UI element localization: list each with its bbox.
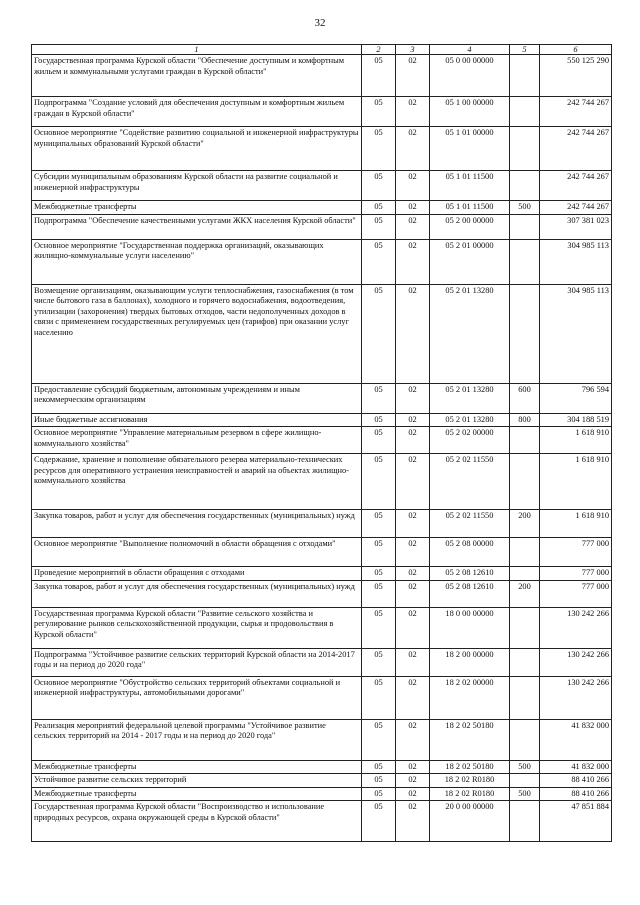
cell-podrazdel: 02 bbox=[396, 607, 430, 648]
column-header: 2 bbox=[362, 45, 396, 55]
cell-csr: 05 2 01 13280 bbox=[430, 383, 510, 413]
cell-vr bbox=[510, 567, 540, 581]
cell-sum: 242 744 267 bbox=[540, 201, 612, 215]
cell-podrazdel: 02 bbox=[396, 538, 430, 567]
cell-podrazdel: 02 bbox=[396, 719, 430, 760]
cell-sum: 550 125 290 bbox=[540, 55, 612, 97]
cell-sum: 88 410 266 bbox=[540, 774, 612, 788]
cell-csr: 05 2 08 12610 bbox=[430, 580, 510, 607]
cell-csr: 18 2 02 50180 bbox=[430, 719, 510, 760]
cell-sum: 41 832 000 bbox=[540, 760, 612, 774]
table-row bbox=[32, 774, 612, 788]
cell-razdel: 05 bbox=[362, 55, 396, 97]
cell-razdel: 05 bbox=[362, 383, 396, 413]
cell-csr: 05 2 02 00000 bbox=[430, 427, 510, 454]
cell-razdel: 05 bbox=[362, 214, 396, 239]
cell-razdel: 05 bbox=[362, 607, 396, 648]
cell-name: Закупка товаров, работ и услуг для обеспечения государственных (муниципальных) нужд bbox=[32, 580, 362, 607]
table-header-row bbox=[32, 45, 612, 55]
cell-podrazdel: 02 bbox=[396, 676, 430, 719]
cell-csr: 05 2 01 13280 bbox=[430, 284, 510, 383]
cell-vr bbox=[510, 648, 540, 676]
table-row bbox=[32, 719, 612, 760]
cell-sum: 796 594 bbox=[540, 383, 612, 413]
cell-razdel: 05 bbox=[362, 774, 396, 788]
cell-sum: 307 381 023 bbox=[540, 214, 612, 239]
cell-podrazdel: 02 bbox=[396, 427, 430, 454]
cell-csr: 05 0 00 00000 bbox=[430, 55, 510, 97]
column-header: 1 bbox=[32, 45, 362, 55]
cell-name: Межбюджетные трансферты bbox=[32, 787, 362, 801]
table-row bbox=[32, 127, 612, 171]
cell-name: Межбюджетные трансферты bbox=[32, 201, 362, 215]
cell-vr bbox=[510, 607, 540, 648]
cell-name: Межбюджетные трансферты bbox=[32, 760, 362, 774]
cell-csr: 18 2 02 50180 bbox=[430, 760, 510, 774]
cell-vr bbox=[510, 55, 540, 97]
cell-razdel: 05 bbox=[362, 413, 396, 427]
cell-vr bbox=[510, 427, 540, 454]
cell-podrazdel: 02 bbox=[396, 787, 430, 801]
budget-table bbox=[31, 44, 612, 842]
table-row bbox=[32, 413, 612, 427]
cell-vr bbox=[510, 97, 540, 127]
cell-name: Основное мероприятие "Управление материальным резервом в сфере жилищно-коммунального хозяйства" bbox=[32, 427, 362, 454]
cell-sum: 1 618 910 bbox=[540, 454, 612, 510]
cell-name: Подпрограмма "Устойчивое развитие сельских территорий Курской области на 2014-2017 годы и на период до 2020 года" bbox=[32, 648, 362, 676]
cell-podrazdel: 02 bbox=[396, 580, 430, 607]
table-row bbox=[32, 383, 612, 413]
table-row bbox=[32, 760, 612, 774]
cell-csr: 05 2 01 13280 bbox=[430, 413, 510, 427]
cell-sum: 304 985 113 bbox=[540, 284, 612, 383]
cell-vr bbox=[510, 284, 540, 383]
cell-sum: 47 851 884 bbox=[540, 801, 612, 842]
cell-name: Государственная программа Курской области "Воспроизводство и использование природных ресурсов, охрана окружающей среды в Курской области" bbox=[32, 801, 362, 842]
cell-sum: 130 242 266 bbox=[540, 648, 612, 676]
cell-vr: 200 bbox=[510, 510, 540, 538]
cell-razdel: 05 bbox=[362, 171, 396, 201]
table-row bbox=[32, 55, 612, 97]
column-header: 6 bbox=[540, 45, 612, 55]
cell-sum: 304 188 519 bbox=[540, 413, 612, 427]
cell-csr: 18 2 02 R0180 bbox=[430, 774, 510, 788]
cell-razdel: 05 bbox=[362, 801, 396, 842]
cell-csr: 05 1 01 11500 bbox=[430, 201, 510, 215]
table-row bbox=[32, 97, 612, 127]
table-row bbox=[32, 214, 612, 239]
cell-razdel: 05 bbox=[362, 510, 396, 538]
cell-podrazdel: 02 bbox=[396, 801, 430, 842]
cell-razdel: 05 bbox=[362, 648, 396, 676]
cell-name: Основное мероприятие "Содействие развитию социальной и инженерной инфраструктуры муниципальных образований Курской области" bbox=[32, 127, 362, 171]
cell-vr bbox=[510, 801, 540, 842]
page-number: 32 bbox=[314, 17, 326, 29]
cell-csr: 05 2 01 00000 bbox=[430, 239, 510, 284]
cell-csr: 05 2 08 12610 bbox=[430, 567, 510, 581]
cell-csr: 05 2 00 00000 bbox=[430, 214, 510, 239]
cell-vr bbox=[510, 719, 540, 760]
cell-vr: 500 bbox=[510, 201, 540, 215]
table-row bbox=[32, 538, 612, 567]
cell-sum: 41 832 000 bbox=[540, 719, 612, 760]
cell-name: Подпрограмма "Обеспечение качественными услугами ЖКХ населения Курской области" bbox=[32, 214, 362, 239]
cell-vr bbox=[510, 127, 540, 171]
cell-name: Закупка товаров, работ и услуг для обеспечения государственных (муниципальных) нужд bbox=[32, 510, 362, 538]
cell-razdel: 05 bbox=[362, 676, 396, 719]
cell-podrazdel: 02 bbox=[396, 201, 430, 215]
cell-csr: 18 2 02 R0180 bbox=[430, 787, 510, 801]
table-row bbox=[32, 607, 612, 648]
cell-vr bbox=[510, 774, 540, 788]
cell-podrazdel: 02 bbox=[396, 454, 430, 510]
cell-csr: 05 1 01 00000 bbox=[430, 127, 510, 171]
cell-razdel: 05 bbox=[362, 760, 396, 774]
cell-sum: 777 000 bbox=[540, 538, 612, 567]
cell-sum: 88 410 266 bbox=[540, 787, 612, 801]
cell-podrazdel: 02 bbox=[396, 383, 430, 413]
cell-vr: 500 bbox=[510, 760, 540, 774]
table-row bbox=[32, 648, 612, 676]
cell-vr bbox=[510, 171, 540, 201]
table-row bbox=[32, 787, 612, 801]
cell-podrazdel: 02 bbox=[396, 214, 430, 239]
cell-name: Основное мероприятие "Государственная поддержка организаций, оказывающих жилищно-коммунальные услуги населению" bbox=[32, 239, 362, 284]
cell-csr: 05 2 02 11550 bbox=[430, 454, 510, 510]
table-row bbox=[32, 567, 612, 581]
cell-podrazdel: 02 bbox=[396, 171, 430, 201]
cell-razdel: 05 bbox=[362, 567, 396, 581]
cell-razdel: 05 bbox=[362, 454, 396, 510]
cell-podrazdel: 02 bbox=[396, 774, 430, 788]
cell-vr bbox=[510, 454, 540, 510]
cell-podrazdel: 02 bbox=[396, 284, 430, 383]
cell-csr: 05 2 08 00000 bbox=[430, 538, 510, 567]
table-row bbox=[32, 676, 612, 719]
cell-podrazdel: 02 bbox=[396, 648, 430, 676]
cell-vr bbox=[510, 239, 540, 284]
cell-name: Содержание, хранение и пополнение обязательного резерва материально-технических ресурсов для оперативного устранения неисправностей и аварий на объектах жилищно-коммунального хозяйства bbox=[32, 454, 362, 510]
cell-razdel: 05 bbox=[362, 239, 396, 284]
cell-podrazdel: 02 bbox=[396, 127, 430, 171]
cell-vr: 500 bbox=[510, 787, 540, 801]
cell-razdel: 05 bbox=[362, 538, 396, 567]
cell-podrazdel: 02 bbox=[396, 239, 430, 284]
cell-sum: 130 242 266 bbox=[540, 676, 612, 719]
table-row bbox=[32, 239, 612, 284]
cell-name: Подпрограмма "Создание условий для обеспечения доступным и комфортным жильем граждан в Курской области" bbox=[32, 97, 362, 127]
cell-name: Основное мероприятие "Выполнение полномочий в области обращения с отходами" bbox=[32, 538, 362, 567]
cell-sum: 1 618 910 bbox=[540, 510, 612, 538]
cell-podrazdel: 02 bbox=[396, 413, 430, 427]
cell-sum: 242 744 267 bbox=[540, 171, 612, 201]
cell-razdel: 05 bbox=[362, 580, 396, 607]
cell-vr bbox=[510, 214, 540, 239]
cell-podrazdel: 02 bbox=[396, 510, 430, 538]
cell-csr: 05 1 00 00000 bbox=[430, 97, 510, 127]
cell-name: Предоставление субсидий бюджетным, автономным учреждениям и иным некоммерческим организациям bbox=[32, 383, 362, 413]
cell-csr: 18 0 00 00000 bbox=[430, 607, 510, 648]
cell-csr: 20 0 00 00000 bbox=[430, 801, 510, 842]
cell-razdel: 05 bbox=[362, 284, 396, 383]
table-row bbox=[32, 171, 612, 201]
cell-podrazdel: 02 bbox=[396, 760, 430, 774]
cell-name: Государственная программа Курской области "Обеспечение доступным и комфортным жильем и коммунальными услугами граждан в Курской области" bbox=[32, 55, 362, 97]
column-header: 5 bbox=[510, 45, 540, 55]
cell-razdel: 05 bbox=[362, 719, 396, 760]
cell-podrazdel: 02 bbox=[396, 567, 430, 581]
table-row bbox=[32, 454, 612, 510]
cell-vr: 200 bbox=[510, 580, 540, 607]
table-row bbox=[32, 284, 612, 383]
cell-razdel: 05 bbox=[362, 127, 396, 171]
cell-name: Государственная программа Курской области "Развитие сельского хозяйства и регулирование рынков сельскохозяйственной продукции, сырья и продовольствия в Курской области" bbox=[32, 607, 362, 648]
cell-sum: 1 618 910 bbox=[540, 427, 612, 454]
cell-razdel: 05 bbox=[362, 787, 396, 801]
column-header: 4 bbox=[430, 45, 510, 55]
cell-name: Основное мероприятие "Обустройство сельских территорий объектами социальной и инженерной инфраструктуры, автомобильными дорогами" bbox=[32, 676, 362, 719]
cell-name: Реализация мероприятий федеральной целевой программы "Устойчивое развитие сельских территорий на 2014 - 2017 годы и на период до 2020 года" bbox=[32, 719, 362, 760]
cell-name: Возмещение организациям, оказывающим услуги теплоснабжения, газоснабжения (в том числе бытового газа в баллонах), холодного и горячего водоснабжения, водоотведения, утилизации (захоронения) твердых бытовых отходов, части недополученных доходов в связи с применением государственных регулируемых цен (тарифов) при оказании услуг населению bbox=[32, 284, 362, 383]
table-row bbox=[32, 801, 612, 842]
cell-sum: 304 985 113 bbox=[540, 239, 612, 284]
cell-sum: 130 242 266 bbox=[540, 607, 612, 648]
cell-vr bbox=[510, 538, 540, 567]
table-row bbox=[32, 427, 612, 454]
cell-razdel: 05 bbox=[362, 201, 396, 215]
cell-name: Проведение мероприятий в области обращения с отходами bbox=[32, 567, 362, 581]
cell-vr bbox=[510, 676, 540, 719]
cell-csr: 18 2 02 00000 bbox=[430, 676, 510, 719]
cell-podrazdel: 02 bbox=[396, 55, 430, 97]
cell-name: Устойчивое развитие сельских территорий bbox=[32, 774, 362, 788]
cell-razdel: 05 bbox=[362, 97, 396, 127]
cell-podrazdel: 02 bbox=[396, 97, 430, 127]
cell-csr: 18 2 00 00000 bbox=[430, 648, 510, 676]
cell-sum: 242 744 267 bbox=[540, 127, 612, 171]
cell-name: Субсидии муниципальным образованиям Курской области на развитие социальной и инженерной инфраструктуры bbox=[32, 171, 362, 201]
table-row bbox=[32, 201, 612, 215]
column-header: 3 bbox=[396, 45, 430, 55]
cell-sum: 242 744 267 bbox=[540, 97, 612, 127]
cell-name: Иные бюджетные ассигнования bbox=[32, 413, 362, 427]
cell-razdel: 05 bbox=[362, 427, 396, 454]
cell-sum: 777 000 bbox=[540, 580, 612, 607]
cell-csr: 05 2 02 11550 bbox=[430, 510, 510, 538]
table-row bbox=[32, 510, 612, 538]
cell-sum: 777 000 bbox=[540, 567, 612, 581]
cell-vr: 600 bbox=[510, 383, 540, 413]
cell-csr: 05 1 01 11500 bbox=[430, 171, 510, 201]
cell-vr: 800 bbox=[510, 413, 540, 427]
table-row bbox=[32, 580, 612, 607]
